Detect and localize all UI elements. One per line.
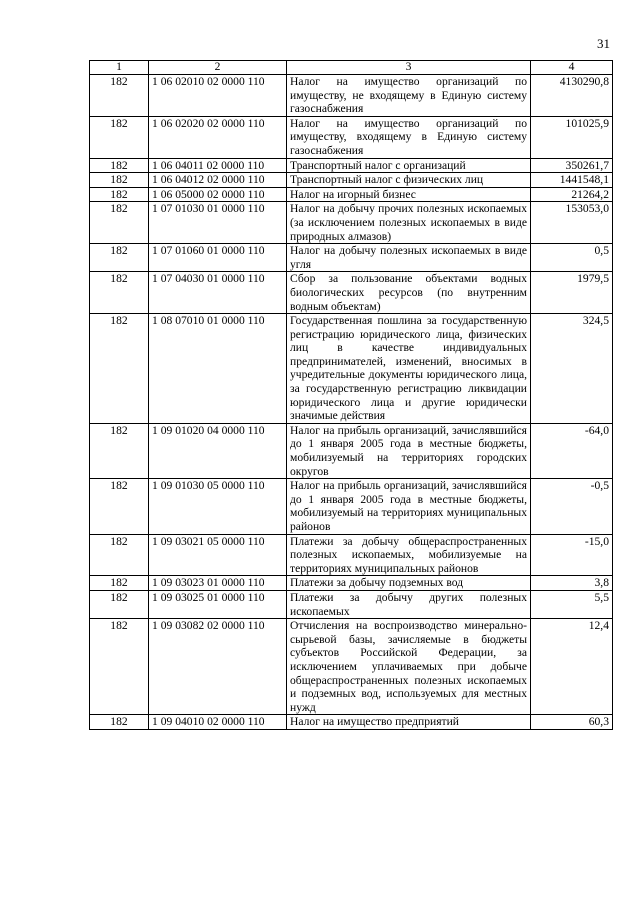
- admin-code-cell: 182: [90, 116, 149, 158]
- table-row: [90, 158, 613, 173]
- admin-code-cell: 182: [90, 158, 149, 173]
- amount-cell: 12,4: [531, 619, 613, 715]
- budget-code-cell: 1 06 02020 02 0000 110: [149, 116, 287, 158]
- table-row: [90, 534, 613, 576]
- table-row: [90, 479, 613, 534]
- amount-cell: 0,5: [531, 244, 613, 272]
- column-header-2: 2: [149, 61, 287, 75]
- amount-cell: 1979,5: [531, 272, 613, 314]
- table-row: [90, 423, 613, 478]
- column-header-4: 4: [531, 61, 613, 75]
- revenue-name-cell: Налог на добычу прочих полезных ископаемых (за исключением полезных ископаемых в виде природных алмазов): [287, 202, 531, 244]
- amount-cell: 101025,9: [531, 116, 613, 158]
- revenue-name-cell: Платежи за добычу общераспространенных полезных ископаемых, мобилизуемые на территориях муниципальных районов: [287, 534, 531, 576]
- amount-cell: 21264,2: [531, 187, 613, 202]
- amount-cell: 153053,0: [531, 202, 613, 244]
- admin-code-cell: 182: [90, 272, 149, 314]
- table-row: [90, 619, 613, 715]
- admin-code-cell: 182: [90, 619, 149, 715]
- table-row: [90, 187, 613, 202]
- table-row: [90, 244, 613, 272]
- table-row: [90, 173, 613, 188]
- amount-cell: -0,5: [531, 479, 613, 534]
- revenue-name-cell: Транспортный налог с организаций: [287, 158, 531, 173]
- admin-code-cell: 182: [90, 314, 149, 424]
- revenue-name-cell: Сбор за пользование объектами водных биологических ресурсов (по внутренним водным объектам): [287, 272, 531, 314]
- budget-code-cell: 1 09 03082 02 0000 110: [149, 619, 287, 715]
- revenue-name-cell: Платежи за добычу подземных вод: [287, 576, 531, 591]
- admin-code-cell: 182: [90, 715, 149, 730]
- admin-code-cell: 182: [90, 423, 149, 478]
- budget-code-cell: 1 09 01030 05 0000 110: [149, 479, 287, 534]
- table-row: [90, 314, 613, 424]
- amount-cell: 5,5: [531, 590, 613, 618]
- table-row: [90, 576, 613, 591]
- admin-code-cell: 182: [90, 590, 149, 618]
- budget-code-cell: 1 06 04011 02 0000 110: [149, 158, 287, 173]
- revenue-name-cell: Налог на имущество организаций по имуществу, не входящему в Единую систему газоснабжения: [287, 75, 531, 117]
- table-row: [90, 75, 613, 117]
- column-header-1: 1: [90, 61, 149, 75]
- amount-cell: 3,8: [531, 576, 613, 591]
- table-row: [90, 715, 613, 730]
- amount-cell: 1441548,1: [531, 173, 613, 188]
- table-row: [90, 116, 613, 158]
- revenue-name-cell: Государственная пошлина за государственную регистрацию юридического лица, физических лиц в качестве индивидуальных предпринимателей, изменений, вносимых в учредительные документы юридического лица, за государственную регистрацию ликвидации юридического лица и другие юридически значимые действия: [287, 314, 531, 424]
- revenue-name-cell: Транспортный налог с физических лиц: [287, 173, 531, 188]
- budget-code-cell: 1 09 04010 02 0000 110: [149, 715, 287, 730]
- revenue-name-cell: Отчисления на воспроизводство минерально-сырьевой базы, зачисляемые в бюджеты субъектов Российской Федерации, за исключением уплачиваемых при добыче общераспространенных полезных ископаемых и подземных вод, используемых для местных нужд: [287, 619, 531, 715]
- admin-code-cell: 182: [90, 576, 149, 591]
- revenue-name-cell: Налог на имущество организаций по имуществу, входящему в Единую систему газоснабжения: [287, 116, 531, 158]
- table-row: [90, 590, 613, 618]
- admin-code-cell: 182: [90, 173, 149, 188]
- table-row: [90, 272, 613, 314]
- revenue-name-cell: Налог на добычу полезных ископаемых в виде угля: [287, 244, 531, 272]
- budget-code-cell: 1 06 04012 02 0000 110: [149, 173, 287, 188]
- table-header-row: [90, 61, 613, 75]
- admin-code-cell: 182: [90, 202, 149, 244]
- budget-code-cell: 1 09 03021 05 0000 110: [149, 534, 287, 576]
- amount-cell: 4130290,8: [531, 75, 613, 117]
- revenue-table: [89, 60, 613, 730]
- admin-code-cell: 182: [90, 75, 149, 117]
- revenue-name-cell: Налог на игорный бизнес: [287, 187, 531, 202]
- amount-cell: -15,0: [531, 534, 613, 576]
- admin-code-cell: 182: [90, 479, 149, 534]
- budget-code-cell: 1 09 01020 04 0000 110: [149, 423, 287, 478]
- budget-code-cell: 1 06 02010 02 0000 110: [149, 75, 287, 117]
- budget-code-cell: 1 06 05000 02 0000 110: [149, 187, 287, 202]
- revenue-name-cell: Платежи за добычу других полезных ископаемых: [287, 590, 531, 618]
- revenue-name-cell: Налог на прибыль организаций, зачислявшийся до 1 января 2005 года в местные бюджеты, мобилизуемый на территориях муниципальных районов: [287, 479, 531, 534]
- budget-code-cell: 1 07 01060 01 0000 110: [149, 244, 287, 272]
- revenue-name-cell: Налог на прибыль организаций, зачислявшийся до 1 января 2005 года в местные бюджеты, мобилизуемый на территориях городских округов: [287, 423, 531, 478]
- admin-code-cell: 182: [90, 244, 149, 272]
- admin-code-cell: 182: [90, 534, 149, 576]
- budget-code-cell: 1 09 03023 01 0000 110: [149, 576, 287, 591]
- column-header-3: 3: [287, 61, 531, 75]
- revenue-name-cell: Налог на имущество предприятий: [287, 715, 531, 730]
- page-number: 31: [597, 36, 610, 51]
- budget-code-cell: 1 07 04030 01 0000 110: [149, 272, 287, 314]
- amount-cell: -64,0: [531, 423, 613, 478]
- budget-code-cell: 1 09 03025 01 0000 110: [149, 590, 287, 618]
- amount-cell: 60,3: [531, 715, 613, 730]
- budget-code-cell: 1 07 01030 01 0000 110: [149, 202, 287, 244]
- amount-cell: 324,5: [531, 314, 613, 424]
- amount-cell: 350261,7: [531, 158, 613, 173]
- admin-code-cell: 182: [90, 187, 149, 202]
- budget-code-cell: 1 08 07010 01 0000 110: [149, 314, 287, 424]
- table-row: [90, 202, 613, 244]
